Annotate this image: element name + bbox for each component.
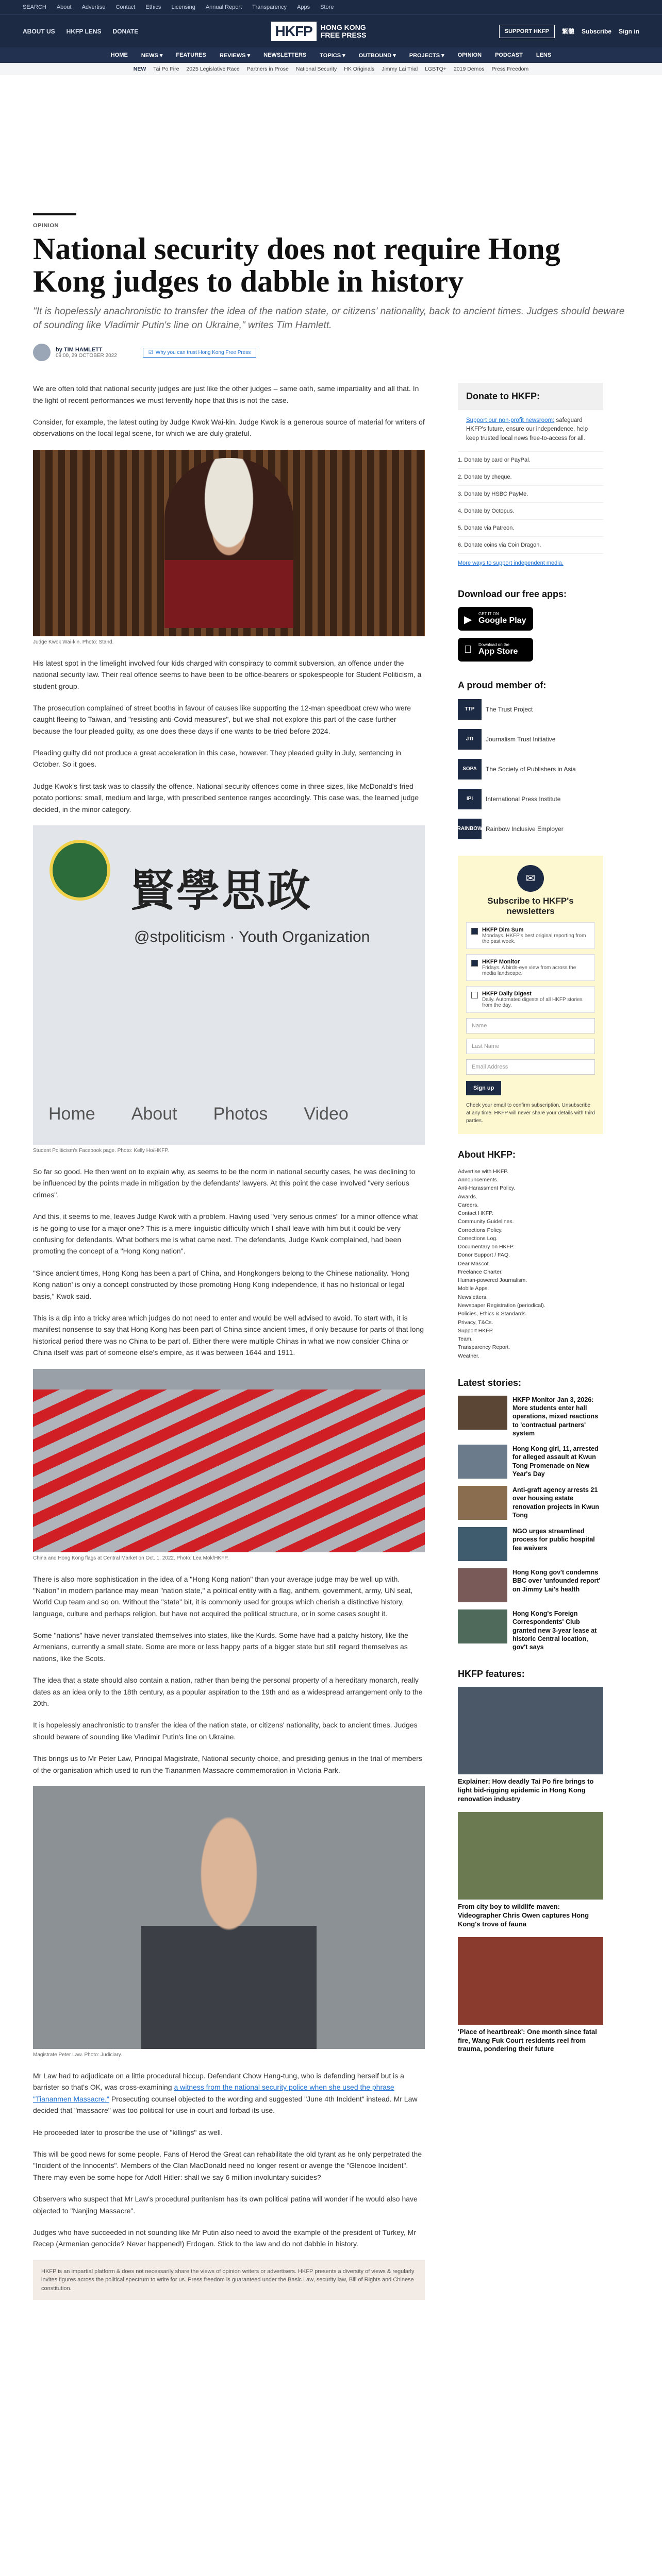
play-store-icon: ▶ [464,614,472,625]
about-link[interactable]: Human-powered Journalism. [458,1277,527,1284]
story-title[interactable]: HKFP Monitor Jan 3, 2026: More students enter hall operations, mixed reactions to 'contractual partners' system [512,1396,599,1437]
about-link[interactable]: Corrections Log. [458,1235,498,1242]
witness-link[interactable]: a witness from the national security police when she used the phrase "Tiananmen Massacre." [33,2083,394,2103]
about-link[interactable]: Privacy, T&Cs. [458,1319,493,1326]
trending-item[interactable]: LGBTQ+ [425,65,446,72]
features-title: HKFP features: [458,1669,525,1680]
trending-item[interactable]: 2019 Demos [453,65,485,72]
feature-story[interactable] [458,1812,603,1929]
feature-title[interactable]: 'Place of heartbreak': One month since fatal fire, Wang Fuk Court residents reel from trauma, pondering their future [458,2027,597,2053]
nav-reviews[interactable]: REVIEWS ▾ [219,52,251,59]
story-thumbnail[interactable] [458,1568,507,1602]
paragraph: And this, it seems to me, leaves Judge Kwok with a problem. Having used "very serious crimes" for a minor offence what is he going to use for a major one? This is a mere linguistic difficulty which I shall leave with him but it could be very confusing for defendants. What bothers me is what came next. The defendants, Judge Kwok complained, had been promoting the concept of a "Hong Kong nation". [33,1212,418,1256]
newsletter-option[interactable] [466,922,595,949]
donate-title: Donate to HKFP: [458,383,603,410]
app-store-button[interactable] [458,638,533,662]
author-prefix: by [56,346,62,353]
fb-tab: Photos [213,1104,268,1124]
story-title[interactable]: NGO urges streamlined process for public hospital fee waivers [512,1528,595,1552]
about-link[interactable]: Documentary on HKFP. [458,1244,515,1250]
newsletter-desc: Daily. Automated digests of all HKFP stories from the day. [482,996,583,1008]
about-link[interactable]: Anti-Harassment Policy. [458,1185,516,1192]
as-big: App Store [478,647,518,656]
trending-bar [0,63,662,75]
paragraph-text: Mr Law had to adjudicate on a little procedural hiccup. Defendant Chow Hang-tung, who is defending herself but is a barrister so that's OK, was cross-examining [33,2071,404,2092]
trending-item[interactable]: Tai Po Fire [153,65,179,72]
latest-story[interactable] [458,1609,603,1651]
photo-caption: Judge Kwok Wai-kin. Photo: Stand. [33,639,114,645]
about-link[interactable]: Support HKFP. [458,1327,494,1334]
main-nav [0,47,662,63]
donate-option[interactable]: 4. Donate by Octopus. [458,503,603,520]
partner-logo[interactable] [458,758,603,781]
nav-lens[interactable]: LENS [536,52,552,58]
paragraph-text: Prosecuting counsel objected to the wording and suggested "June 4th Incident" instead. Mr Law decided that "massacre" was too political for use in court and forbad its use. [33,2094,418,2115]
donate-option[interactable]: 3. Donate by HSBC PayMe. [458,486,603,503]
search-link[interactable]: SEARCH [23,4,46,10]
paragraph: Consider, for example, the latest outing by Judge Kwok Wai-kin. Judge Kwok is a generous source of material for writers of observations on the local legal scene, for which we are duly grateful. [33,417,425,438]
utility-link-store[interactable]: Store [320,4,334,10]
editorial-note: HKFP is an impartial platform & does not necessarily share the views of opinion writers or advertisers. HKFP presents a diversity of views & regularly invites figures across the political spectrum to write for us. Press freedom is guaranteed under the Basic Law, security law, Bill of Rights and Chinese constitution. [33,2260,425,2300]
about-link[interactable]: Careers. [458,1201,479,1208]
story-title[interactable]: Hong Kong girl, 11, arrested for alleged assault at Kwun Tong Promenade on New Year's Day [512,1445,599,1478]
apps-title: Download our free apps: [458,588,567,599]
story-title[interactable]: Hong Kong's Foreign Correspondents' Club granted new 3-year lease at historic Central location, gov't says [512,1610,597,1651]
photo-caption: Student Politicism's Facebook page. Photo: Kelly Ho/HKFP. [33,1148,169,1154]
fb-tab: Video [304,1104,349,1124]
byline [33,344,629,361]
latest-story[interactable] [458,1568,603,1602]
as-small: Download on the [478,642,510,648]
trending-item[interactable]: Press Freedom [491,65,529,72]
paragraph: This is a dip into a tricky area which judges do not need to enter and would be well advised to avoid. To start with, it is manifest nonsense to say that Hong Kong has been part of China since ancient times, if only because for parts of that long historical period there was no China to be part of. Either there were multiple Chinas in what we now consider China or China itself was part of someone else's empire, as it was between 1644 and 1911. [33,1313,424,1357]
paragraph: The idea that a state should also contain a nation, rather than being the personal property of a hereditary monarch, really dates as an idea only to the 18th century, as a popular aspiration to the 19th and as a widespread arrangement only to the 20th. [33,1676,423,1708]
story-thumbnail[interactable] [458,1445,507,1479]
fb-tab: About [131,1104,177,1124]
utility-link-apps[interactable]: Apps [297,4,310,10]
facebook-page-screenshot [33,825,425,1145]
donate-option[interactable]: 6. Donate coins via Coin Dragon. [458,537,603,554]
article-standfirst: "It is hopelessly anachronistic to transfer the idea of the nation state, or citizens' nationality, back to ancient times. Judges should beware of sounding like Vladimir Putin's line on Ukraine," writes Tim Hamlett. [33,306,625,331]
latest-story[interactable] [458,1445,603,1479]
site-logo[interactable] [271,22,367,41]
paragraph: Some "nations" have never translated themselves into states, like the Kurds. Some have had a patchy history, like the Armenians, currently a small state. Some are more or less happy parts of a bigger state but still regard themselves as nations, like the Scots. [33,1631,408,1663]
about-link[interactable]: Donor Support / FAQ. [458,1252,510,1259]
feature-title[interactable]: From city boy to wildlife maven: Videographer Chris Owen captures Hong Kong's trove of fauna [458,1903,589,1928]
donate-options [458,451,603,554]
paragraph: It is hopelessly anachronistic to transfer the idea of the nation state, or citizens' nationality, back to ancient times. Judges should beware of sounding like Vladimir Putin's line on Ukraine. [33,1721,418,1741]
paragraph: There is also more sophistication in the idea of a "Hong Kong nation" than your average judge may be well up with. "Nation" in modern parlance may mean "nation state," a political entity with a flag, anthem, government, army, UN seat, World Cup team and so on. Without the "state" bit, it is commonly used for groups which cherish a distinctive history, language, culture and perhaps religion, but have not acquired the political structure, or in some cases sought it. [33,1574,413,1618]
partner-logo-mark: JTI [458,729,482,750]
newsletter-option[interactable] [466,986,595,1013]
story-thumbnail[interactable] [458,1396,507,1430]
partner-logo-mark: IPI [458,789,482,809]
partner-name: The Society of Publishers in Asia [486,765,576,773]
partner-name: The Trust Project [486,705,533,713]
utility-link-advertise[interactable]: Advertise [81,4,106,10]
utility-bar [0,0,662,14]
partner-logo[interactable] [458,698,603,721]
member-title: A proud member of: [458,680,547,690]
donate-intro [458,410,603,451]
paragraph: Observers who suspect that Mr Law's procedural puritanism has its own political patina will wonder if he would also have objected to "Nanjing Massacre". [33,2195,418,2215]
why-trust-link[interactable] [143,348,257,358]
newsletter-name: HKFP Daily Digest [482,990,532,997]
partner-logo-mark: TTP [458,699,482,720]
nav-topics[interactable]: TOPICS ▾ [320,52,345,59]
newsletter-name: HKFP Dim Sum [482,926,524,933]
group-logo [49,840,110,901]
trending-item[interactable]: National Security [295,65,337,72]
nav-home[interactable]: HOME [110,52,128,58]
google-play-button[interactable] [458,607,533,631]
donate-link[interactable]: DONATE [112,27,139,35]
about-link[interactable]: Community Guidelines. [458,1218,514,1225]
utility-link-contact[interactable]: Contact [115,4,136,10]
about-link[interactable]: Contact HKFP. [458,1210,493,1217]
sign-up-button[interactable]: Sign up [466,1081,501,1095]
why-trust-label: Why you can trust Hong Kong Free Press [155,349,251,355]
story-title[interactable]: Anti-graft agency arrests 21 over housing estate renovation projects in Kwun Tong [512,1486,600,1519]
publish-date: 09:00, 29 OCTOBER 2022 [56,352,117,359]
newsletter-fineprint: Check your email to confirm subscription. Unsubscribe at any time. HKFP will never share your details with third parties. [466,1102,595,1124]
judge-kwok-photo [33,450,425,636]
partner-logo[interactable] [458,818,603,840]
photo-caption: China and Hong Kong flags at Central Market on Oct. 1, 2022. Photo: Lea Mok/HKFP. [33,1555,229,1561]
first-name-input[interactable]: Name [466,1018,595,1033]
newsletter-name: HKFP Monitor [482,958,520,965]
gp-small: GET IT ON [478,612,499,617]
group-handle: @stpoliticism · Youth Organization [134,928,370,946]
shield-icon: ☑ [148,349,153,355]
partner-logo[interactable] [458,788,603,810]
about-link[interactable]: Newspaper Registration (periodical). [458,1302,545,1309]
more-ways-link[interactable]: More ways to support independent media. [458,560,564,566]
last-name-input[interactable]: Last Name [466,1039,595,1054]
donate-option[interactable]: 1. Donate by card or PayPal. [458,452,603,469]
nav-projects[interactable]: PROJECTS ▾ [409,52,444,59]
about-link[interactable]: Announcements. [458,1176,499,1183]
section-label[interactable]: OPINION [33,223,59,229]
about-link[interactable]: Awards. [458,1193,477,1200]
about-link[interactable]: Freelance Charter. [458,1268,503,1275]
logo-line-2: FREE PRESS [320,30,367,39]
partner-name: Rainbow Inclusive Employer [486,825,564,833]
paragraph: So far so good. He then went on to explain why, as seems to be the norm in national security cases, he was declining to be influenced by the points made in mitigation by the defendants' lawyers. At this point the case involved "very serious crimes". [33,1167,416,1199]
newsletter-desc: Fridays. A birds-eye view from across the media landscape. [482,964,576,976]
story-title[interactable]: Hong Kong gov't condemns BBC over 'unfounded report' on Jimmy Lai's health [512,1569,601,1593]
logo-mark: HKFP [271,22,317,41]
paragraph: We are often told that national security judges are just like the other judges – same oath, same impartiality and all that. In the light of recent performances we must fervently hope that this is not the case. [33,384,419,404]
support-newsroom-link[interactable]: Support our non-profit newsroom: [466,417,555,424]
latest-story[interactable] [458,1486,603,1520]
fb-tab: Home [48,1104,95,1124]
flags-photo [33,1369,425,1552]
trending-item[interactable]: Jimmy Lai Trial [382,65,418,72]
checkbox-icon[interactable] [471,960,478,967]
story-thumbnail[interactable] [458,1527,507,1561]
donate-option[interactable]: 5. Donate via Patreon. [458,520,603,537]
about-link[interactable]: Corrections Policy. [458,1227,503,1233]
language-toggle[interactable]: 繁體 [561,28,574,35]
sign-in-link[interactable]: Sign in [618,27,639,35]
latest-title: Latest stories: [458,1377,522,1388]
donate-option[interactable]: 2. Donate by cheque. [458,469,603,486]
hkfp-lens-link[interactable]: HKFP LENS [66,27,102,35]
group-name-chinese: 賢學思政 [131,868,313,916]
masthead [0,14,662,47]
partner-logo-mark: RAINBOW [458,819,482,839]
support-hkfp-button[interactable]: SUPPORT HKFP [499,25,555,38]
nav-newsletters[interactable]: NEWSLETTERS [263,52,307,58]
subscribe-link[interactable]: Subscribe [581,27,611,35]
about-us-link[interactable]: ABOUT US [23,27,55,35]
paragraph: Judges who have succeeded in not sounding like Mr Putin also need to avoid the example of the president of Turkey, Mr Recep (Armenian genocide? Never happened!) Erdogan. Stick to the law and do not dabble in history. [33,2228,416,2248]
nav-podcast[interactable]: PODCAST [495,52,523,58]
nav-outbound[interactable]: OUTBOUND ▾ [358,52,396,59]
title-rule [33,213,76,215]
feature-title[interactable]: Explainer: How deadly Tai Po fire brings to light bid-rigging epidemic in Hong Kong renovation industry [458,1777,594,1803]
trending-new-label: NEW [133,65,146,72]
utility-link-licensing[interactable]: Licensing [171,4,195,10]
nav-features[interactable]: FEATURES [176,52,206,58]
nav-news[interactable]: NEWS ▾ [141,52,163,59]
gp-big: Google Play [478,616,526,625]
paragraph: This will be good news for some people. Fans of Herod the Great can rehabilitate the old tyrant as he only perpetrated the "Incident of the Innocents". Members of the Clan MacDonald need no longer resent or avenge the "Glencoe Incident". There may even be some hope for Adolf Hitler: shall we say 6 million involuntary suicides? [33,2149,422,2181]
about-title: About HKFP: [458,1149,516,1160]
about-link[interactable]: Dear Mascot. [458,1260,490,1267]
mail-icon: ✉ [517,865,544,892]
newsletter-desc: Mondays. HKFP's best original reporting from the past week. [482,933,586,944]
latest-story[interactable] [458,1396,603,1437]
utility-link-ethics[interactable]: Ethics [145,4,161,10]
feature-image[interactable] [458,1687,603,1774]
about-link[interactable]: Newsletters. [458,1294,488,1300]
partner-name: International Press Institute [486,795,561,803]
partner-logo[interactable] [458,728,603,751]
photo-caption: Magistrate Peter Law. Photo: Judiciary. [33,2052,122,2058]
newsletter-box [458,856,603,1134]
paragraph: The prosecution complained of street booths in favour of causes like supporting the 12-man speedboat crew who were caught fleeing to Taiwan, and "resisting anti-Covid measures", but we shall not explore this part of the case further because the four pleaded guilty, as one does these days if one wants to be tried before 2024. [33,703,411,735]
utility-link-transparency[interactable]: Transparency [252,4,287,10]
newsletter-title: Subscribe to HKFP's newsletters [487,895,574,917]
story-thumbnail[interactable] [458,1486,507,1520]
about-link[interactable]: Transparency Report. [458,1344,510,1351]
utility-link-about[interactable]: About [56,4,72,10]
trending-item[interactable]: Partners in Prose [246,65,289,72]
paragraph: "Since ancient times, Hong Kong has been a part of China, and Hongkongers belong to the Chinese nationality. 'Hong Kong nation' is only a concept constructed by those promoting Hong Kong independence, it has no historical or legal basis," Kwok said. [33,1268,409,1300]
feature-story[interactable] [458,1687,603,1804]
about-link[interactable]: Mobile Apps. [458,1285,489,1292]
author-name[interactable]: TIM HAMLETT [63,346,103,353]
checkbox-icon[interactable] [471,928,478,935]
donate-intro-text: safeguard HKFP's future, ensure our independence, help keep trusted local news free-to-access for all. [466,417,588,442]
feature-image[interactable] [458,1812,603,1900]
latest-story[interactable] [458,1527,603,1561]
email-input[interactable]: Email Address [466,1059,595,1075]
trending-item[interactable]: 2025 Legislative Race [186,65,240,72]
paragraph: He proceeded later to proscribe the use of "killings" as well. [33,2128,223,2137]
about-links [458,1167,603,1360]
about-link[interactable]: Team. [458,1336,473,1343]
story-thumbnail[interactable] [458,1609,507,1643]
about-link[interactable]: Advertise with HKFP. [458,1168,508,1175]
author-avatar[interactable] [33,344,51,361]
logo-line-1: HONG KONG [320,23,366,31]
article-title: National security does not require Hong Kong judges to dabble in history [33,232,560,298]
partner-logo-mark: SOPA [458,759,482,779]
paragraph-with-link [33,2070,425,2116]
apple-icon [464,644,472,656]
feature-story[interactable] [458,1937,603,2054]
about-link[interactable]: Policies, Ethics & Standards. [458,1311,527,1317]
paragraph: Judge Kwok's first task was to classify the offence. National security offences come in three sizes, like McDonald's fried potato portions: small, medium and large, with prescribed sentence ranges accordingly. This case was, the learned judge decided, in the minor category. [33,782,419,814]
partner-name: Journalism Trust Initiative [486,735,556,743]
checkbox-icon[interactable] [471,992,478,998]
nav-opinion[interactable]: OPINION [457,52,482,58]
article-container [0,213,662,2300]
paragraph: His latest spot in the limelight involved four kids charged with conspiracy to commit subversion, an offence under the national security law. Their real offence seems to have been to be office-bearers or spokespeople for Student Politicism, a student group. [33,658,422,690]
magistrate-law-photo [33,1786,425,2049]
newsletter-option[interactable] [466,954,595,981]
article-body [33,383,425,2300]
utility-link-annual-report[interactable]: Annual Report [205,4,242,10]
trending-item[interactable]: HK Originals [344,65,375,72]
paragraph: Pleading guilty did not produce a great acceleration in this case, however. They pleaded guilty in July, sentencing in October. So it goes. [33,749,401,769]
paragraph: This brings us to Mr Peter Law, Principal Magistrate, National security choice, and presiding genius in the trial of members of the organisation which used to run the Tiananmen Massacre commemoration in Victoria Park. [33,1754,422,1774]
sidebar [458,383,603,2300]
about-link[interactable]: Weather. [458,1352,479,1359]
feature-image[interactable] [458,1937,603,2025]
